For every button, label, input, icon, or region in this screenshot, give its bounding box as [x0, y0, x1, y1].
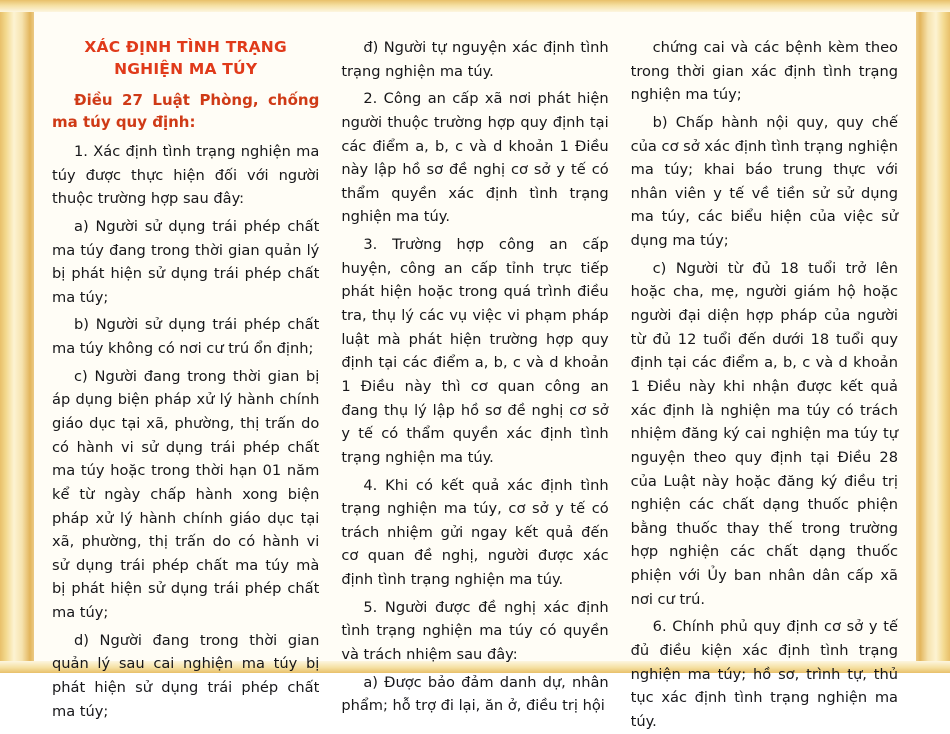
column-2	[341, 36, 609, 715]
paragraph: chứng cai và các bệnh kèm theo trong thời gian xác định tình trạng nghiện ma túy;	[630, 39, 898, 104]
paragraph: đ) Người tự nguyện xác định tình trạng nghiện ma túy.	[341, 39, 609, 80]
paragraph: 4. Khi có kết quả xác định tình trạng nghiện ma túy, cơ sở y tế có trách nhiệm gửi ngay kết quả đến cơ quan đề nghị, người được xác định tình trạng nghiện ma túy.	[341, 476, 609, 589]
paragraph: a) Người sử dụng trái phép chất ma túy đang trong thời gian quản lý bị phát hiện sử dụng trái phép chất ma túy;	[52, 217, 320, 306]
column-1	[52, 36, 320, 720]
paragraph: 3. Trường hợp công an cấp huyện, công an cấp tỉnh trực tiếp phát hiện hoặc trong quá trình điều tra, thụ lý các vụ việc vi phạm pháp luật mà phát hiện trường hợp quy định tại các điểm a, b, c và d khoản 1 Điều này thì cơ quan công an đang thụ lý lập hồ sơ đề nghị cơ sở y tế có thẩm quyền xác định tình trạng nghiện ma túy.	[341, 236, 609, 466]
text-columns	[34, 12, 916, 730]
paragraph: d) Người đang trong thời gian quản lý sau cai nghiện ma túy bị phát hiện sử dụng trái phép chất ma túy;	[52, 631, 320, 720]
paragraph: 1. Xác định tình trạng nghiện ma túy được thực hiện đối với người thuộc trường hợp sau đây:	[52, 142, 320, 208]
page-subtitle: Điều 27 Luật Phòng, chống ma túy quy định:	[52, 90, 320, 132]
paragraph: b) Người sử dụng trái phép chất ma túy không có nơi cư trú ổn định;	[52, 316, 320, 358]
decorative-top-border	[0, 0, 950, 12]
paragraph: b) Chấp hành nội quy, quy chế của cơ sở xác định tình trạng nghiện ma túy; khai báo trung thực với nhân viên y tế về tiền sử sử dụng ma túy, các biểu hiện của việc sử dụng ma túy;	[630, 113, 898, 250]
poster-inner-panel	[34, 12, 916, 730]
paragraph: 2. Công an cấp xã nơi phát hiện người thuộc trường hợp quy định tại các điểm a, b, c và d khoản 1 Điều này lập hồ sơ đề nghị cơ sở y tế có thẩm quyền xác định tình trạng nghiện ma túy.	[341, 90, 609, 226]
page-title: XÁC ĐỊNH TÌNH TRẠNG NGHIỆN MA TÚY	[84, 38, 287, 79]
paragraph: c) Người từ đủ 18 tuổi trở lên hoặc cha, mẹ, người giám hộ hoặc người đại diện hợp pháp của người từ đủ 12 tuổi đến dưới 18 tuổi quy định tại các điểm a, b, c và d khoản 1 Điều này khi nhận được kết quả xác định là nghiện ma túy có trách nhiệm đăng ký cai nghiện ma túy tự nguyện theo quy định tại Điều 28 của Luật này hoặc đăng ký điều trị nghiện các chất dạng thuốc phiện bằng thuốc thay thế trong trường hợp nghiện các chất dạng thuốc phiện với Ủy ban nhân dân cấp xã nơi cư trú.	[630, 259, 898, 608]
paragraph: a) Được bảo đảm danh dự, nhân phẩm; hỗ trợ đi lại, ăn ở, điều trị hội	[341, 673, 609, 715]
column-3	[630, 36, 898, 730]
paragraph: 5. Người được đề nghị xác định tình trạng nghiện ma túy có quyền và trách nhiệm sau đây:	[341, 598, 609, 664]
paragraph: 6. Chính phủ quy định cơ sở y tế đủ điều kiện xác định tình trạng nghiện ma túy; hồ sơ, trình tự, thủ tục xác định tình trạng nghiện ma túy.	[630, 618, 898, 730]
paragraph: c) Người đang trong thời gian bị áp dụng biện pháp xử lý hành chính giáo dục tại xã, phường, thị trấn do có hành vi sử dụng trái phép chất ma túy hoặc trong thời hạn 01 năm kể từ ngày chấp hành xong biện pháp xử lý hành chính giáo dục tại xã, phường, thị trấn do có hành vi sử dụng trái phép chất ma túy mà bị phát hiện sử dụng trái phép chất ma túy;	[52, 367, 320, 622]
